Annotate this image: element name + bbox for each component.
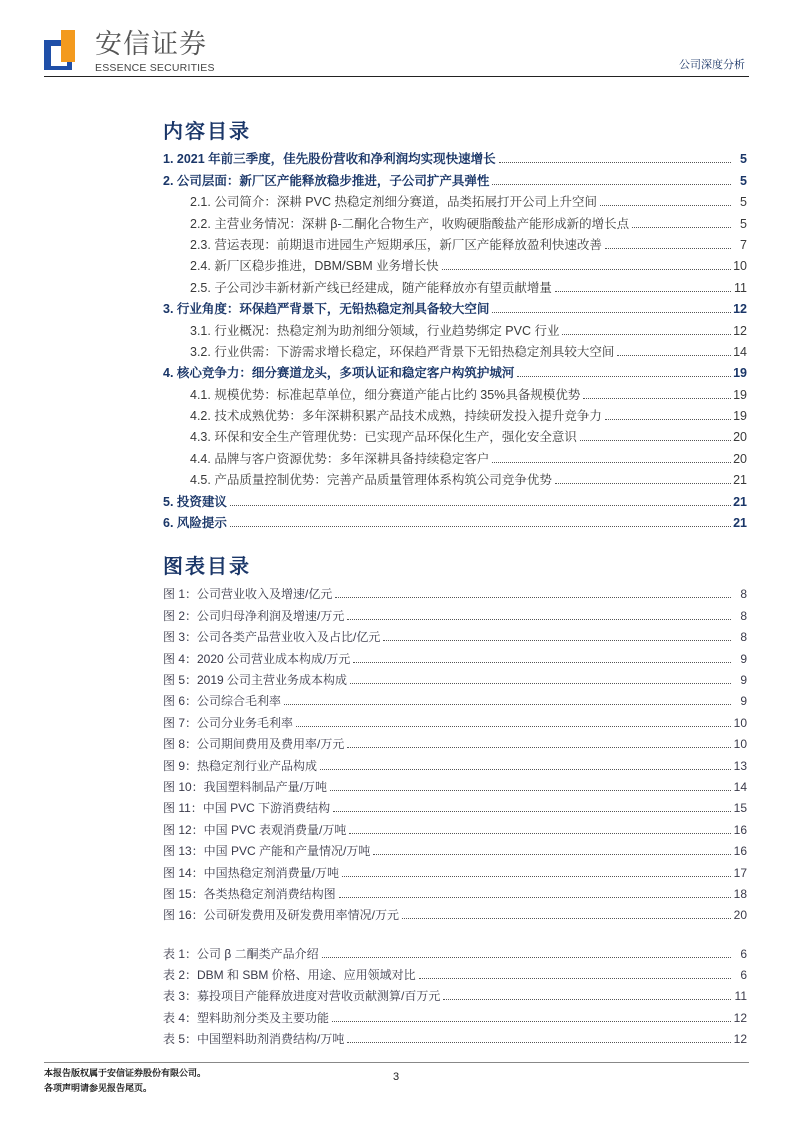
toc-entry[interactable] xyxy=(163,146,747,167)
report-category: 公司深度分析 xyxy=(679,59,745,71)
entry-page: 14 xyxy=(733,344,747,359)
entry-label: 图 2：公司归母净利润及增速/万元 xyxy=(163,608,345,623)
toc-entry[interactable] xyxy=(163,816,747,837)
entry-page: 17 xyxy=(733,865,747,880)
toc-entry[interactable] xyxy=(163,1026,747,1047)
entry-label: 图 8：公司期间费用及费用率/万元 xyxy=(163,737,345,752)
footer-divider xyxy=(44,1062,749,1063)
entry-label: 3.2. 行业供需：下游需求增长稳定，环保趋严背景下无铅热稳定剂具较大空间 xyxy=(190,344,615,359)
entry-page: 6 xyxy=(740,968,747,983)
dot-leader xyxy=(333,811,731,812)
entry-label: 表 3：募投项目产能释放进度对营收贡献测算/百万元 xyxy=(163,989,441,1004)
entry-page: 16 xyxy=(733,822,747,837)
page-number: 3 xyxy=(393,1071,400,1083)
toc-entry[interactable] xyxy=(163,381,747,402)
entry-page: 12 xyxy=(733,302,747,317)
charts-title: 图表目录 xyxy=(163,554,251,579)
entry-page: 5 xyxy=(740,173,747,188)
toc-entry[interactable] xyxy=(163,902,747,923)
entry-label: 表 1：公司 β 二酮类产品介绍 xyxy=(163,946,319,961)
toc-entry[interactable] xyxy=(163,488,747,509)
entry-page: 9 xyxy=(740,672,747,687)
dot-leader xyxy=(605,248,731,249)
dot-leader xyxy=(330,790,731,791)
entry-label: 3.1. 行业概况：热稳定剂为助剂细分领域，行业趋势绑定 PVC 行业 xyxy=(190,323,560,338)
entry-page: 8 xyxy=(740,630,747,645)
entry-page: 11 xyxy=(734,280,747,295)
entry-page: 18 xyxy=(733,886,747,901)
dot-leader xyxy=(349,833,731,834)
entry-label: 4. 核心竞争力：细分赛道龙头，多项认证和稳定客户构筑护城河 xyxy=(163,366,515,381)
copyright-notice: 本报告版权属于安信证券股份有限公司。 xyxy=(44,1068,207,1078)
dot-leader xyxy=(230,526,731,527)
toc-entry[interactable] xyxy=(163,445,747,466)
entry-label: 2.4. 新厂区稳步推进，DBM/SBM 业务增长快 xyxy=(190,259,439,274)
dot-leader xyxy=(492,462,731,463)
toc-entry[interactable] xyxy=(163,774,747,795)
entry-page: 5 xyxy=(740,152,747,167)
dot-leader xyxy=(353,662,731,663)
dot-leader xyxy=(284,704,731,705)
entry-page: 16 xyxy=(733,844,747,859)
toc-entry[interactable] xyxy=(163,709,747,730)
entry-page: 11 xyxy=(734,989,747,1004)
dot-leader xyxy=(600,205,731,206)
entry-page: 12 xyxy=(733,1032,747,1047)
entry-page: 21 xyxy=(733,516,747,531)
toc-entry[interactable] xyxy=(163,360,747,381)
entry-page: 10 xyxy=(733,737,747,752)
toc-entry[interactable] xyxy=(163,838,747,859)
toc-entry[interactable] xyxy=(163,645,747,666)
toc-entry[interactable] xyxy=(163,983,747,1004)
toc-entry[interactable] xyxy=(163,339,747,360)
toc-entry[interactable] xyxy=(163,296,747,317)
entry-label: 2.5. 子公司沙丰新材新产线已经建成，随产能释放亦有望贡献增量 xyxy=(190,280,552,295)
dot-leader xyxy=(342,876,731,877)
brand-name-en: ESSENCE SECURITIES xyxy=(95,62,215,74)
entry-page: 15 xyxy=(733,801,747,816)
entry-label: 图 4：2020 公司营业成本构成/万元 xyxy=(163,651,351,666)
entry-page: 14 xyxy=(733,779,747,794)
entry-page: 9 xyxy=(740,694,747,709)
entry-page: 5 xyxy=(740,195,747,210)
entry-page: 19 xyxy=(733,387,747,402)
toc-entry[interactable] xyxy=(163,688,747,709)
toc-entry[interactable] xyxy=(163,731,747,752)
toc-entry[interactable] xyxy=(163,624,747,645)
toc-entry[interactable] xyxy=(163,424,747,445)
entry-label: 图 5：2019 公司主营业务成本构成 xyxy=(163,672,348,687)
entry-label: 图 3：公司各类产品营业收入及占比/亿元 xyxy=(163,630,381,645)
dot-leader xyxy=(555,483,731,484)
dot-leader xyxy=(322,957,731,958)
tables-list xyxy=(163,940,747,1047)
dot-leader xyxy=(230,505,731,506)
dot-leader xyxy=(632,227,731,228)
entry-label: 表 4：塑料助剂分类及主要功能 xyxy=(163,1010,330,1025)
header-divider xyxy=(44,76,749,77)
brand-name-cn: 安信证券 xyxy=(95,29,207,60)
dot-leader xyxy=(443,999,731,1000)
entry-label: 2. 公司层面：新厂区产能释放稳步推进，子公司扩产具弹性 xyxy=(163,173,490,188)
entry-label: 5. 投资建议 xyxy=(163,494,227,509)
entry-label: 2.3. 营运表现：前期退市进园生产短期承压，新厂区产能释放盈利快速改善 xyxy=(190,237,602,252)
entry-label: 2.1. 公司简介：深耕 PVC 热稳定剂细分赛道，品类拓展打开公司上升空间 xyxy=(190,195,597,210)
entry-label: 1. 2021 年前三季度，佳先股份营收和净利润均实现快速增长 xyxy=(163,152,496,167)
entry-label: 表 2：DBM 和 SBM 价格、用途、应用领域对比 xyxy=(163,968,416,983)
dot-leader xyxy=(492,312,731,313)
entry-label: 图 12：中国 PVC 表观消费量/万吨 xyxy=(163,822,347,837)
dot-leader xyxy=(492,184,731,185)
entry-page: 10 xyxy=(733,715,747,730)
entry-page: 12 xyxy=(733,323,747,338)
dot-leader xyxy=(347,747,731,748)
entry-page: 20 xyxy=(733,430,747,445)
entry-page: 21 xyxy=(733,494,747,509)
dot-leader xyxy=(335,597,731,598)
toc-entry[interactable] xyxy=(163,752,747,773)
logo xyxy=(44,30,82,70)
dot-leader xyxy=(332,1021,731,1022)
toc-entry[interactable] xyxy=(163,467,747,488)
dot-leader xyxy=(419,978,731,979)
entry-page: 12 xyxy=(733,1010,747,1025)
dot-leader xyxy=(517,376,731,377)
toc-entry[interactable] xyxy=(163,253,747,274)
dot-leader xyxy=(350,683,731,684)
toc-entry[interactable] xyxy=(163,940,747,961)
entry-label: 图 9：热稳定剂行业产品构成 xyxy=(163,758,318,773)
entry-page: 21 xyxy=(733,473,747,488)
figures-list xyxy=(163,581,747,923)
entry-label: 图 7：公司分业务毛利率 xyxy=(163,715,294,730)
entry-page: 9 xyxy=(740,651,747,666)
entry-label: 4.1. 规模优势：标准起草单位，细分赛道产能占比约 35%具备规模优势 xyxy=(190,387,581,402)
dot-leader xyxy=(617,355,731,356)
entry-label: 图 6：公司综合毛利率 xyxy=(163,694,282,709)
toc-entry[interactable] xyxy=(163,317,747,338)
toc-entry[interactable] xyxy=(163,189,747,210)
entry-label: 图 10：我国塑料制品产量/万吨 xyxy=(163,779,328,794)
entry-page: 20 xyxy=(733,451,747,466)
entry-page: 19 xyxy=(733,409,747,424)
toc-entry[interactable] xyxy=(163,602,747,623)
dot-leader xyxy=(580,440,731,441)
contents-list xyxy=(163,146,747,531)
toc-entry[interactable] xyxy=(163,962,747,983)
toc-entry[interactable] xyxy=(163,167,747,188)
dot-leader xyxy=(555,291,731,292)
entry-label: 图 13：中国 PVC 产能和产量情况/万吨 xyxy=(163,844,371,859)
dot-leader xyxy=(296,726,731,727)
entry-label: 2.2. 主营业务情况：深耕 β-二酮化合物生产，收购硬脂酸盐产能形成新的增长点 xyxy=(190,216,630,231)
entry-page: 6 xyxy=(740,946,747,961)
dot-leader xyxy=(339,897,731,898)
dot-leader xyxy=(442,269,731,270)
dot-leader xyxy=(605,419,731,420)
dot-leader xyxy=(373,854,731,855)
toc-entry[interactable] xyxy=(163,510,747,531)
entry-page: 19 xyxy=(733,366,747,381)
entry-page: 20 xyxy=(733,908,747,923)
toc-entry[interactable] xyxy=(163,859,747,880)
dot-leader xyxy=(320,769,731,770)
main-content xyxy=(163,118,747,1047)
dot-leader xyxy=(583,398,731,399)
entry-label: 3. 行业角度：环保趋严背景下，无铅热稳定剂具备较大空间 xyxy=(163,302,490,317)
dot-leader xyxy=(402,918,731,919)
toc-entry[interactable] xyxy=(163,403,747,424)
toc-entry[interactable] xyxy=(163,881,747,902)
entry-label: 图 1：公司营业收入及增速/亿元 xyxy=(163,587,333,602)
toc-entry[interactable] xyxy=(163,581,747,602)
dot-leader xyxy=(347,1042,731,1043)
dot-leader xyxy=(347,619,731,620)
toc-entry[interactable] xyxy=(163,274,747,295)
toc-entry[interactable] xyxy=(163,795,747,816)
entry-label: 图 11：中国 PVC 下游消费结构 xyxy=(163,801,331,816)
entry-page: 8 xyxy=(740,587,747,602)
toc-entry[interactable] xyxy=(163,232,747,253)
entry-page: 10 xyxy=(733,259,747,274)
toc-entry[interactable] xyxy=(163,1004,747,1025)
entry-label: 表 5：中国塑料助剂消费结构/万吨 xyxy=(163,1032,345,1047)
entry-page: 5 xyxy=(740,216,747,231)
entry-page: 13 xyxy=(733,758,747,773)
toc-entry[interactable] xyxy=(163,210,747,231)
toc-entry[interactable] xyxy=(163,667,747,688)
entry-label: 4.3. 环保和安全生产管理优势：已实现产品环保化生产，强化安全意识 xyxy=(190,430,577,445)
entry-label: 图 15：各类热稳定剂消费结构图 xyxy=(163,886,336,901)
entry-label: 6. 风险提示 xyxy=(163,516,227,531)
entry-label: 图 14：中国热稳定剂消费量/万吨 xyxy=(163,865,340,880)
entry-label: 4.2. 技术成熟优势：多年深耕积累产品技术成熟，持续研发投入提升竞争力 xyxy=(190,409,602,424)
entry-label: 4.4. 品牌与客户资源优势：多年深耕具备持续稳定客户 xyxy=(190,451,490,466)
entry-page: 7 xyxy=(740,237,747,252)
dot-leader xyxy=(383,640,731,641)
dot-leader xyxy=(499,162,731,163)
entry-label: 图 16：公司研发费用及研发费用率情况/万元 xyxy=(163,908,400,923)
disclaimer-notice: 各项声明请参见报告尾页。 xyxy=(44,1083,153,1093)
entry-page: 8 xyxy=(740,608,747,623)
dot-leader xyxy=(562,334,731,335)
contents-title: 内容目录 xyxy=(163,119,251,143)
entry-label: 4.5. 产品质量控制优势：完善产品质量管理体系构筑公司竞争优势 xyxy=(190,473,552,488)
